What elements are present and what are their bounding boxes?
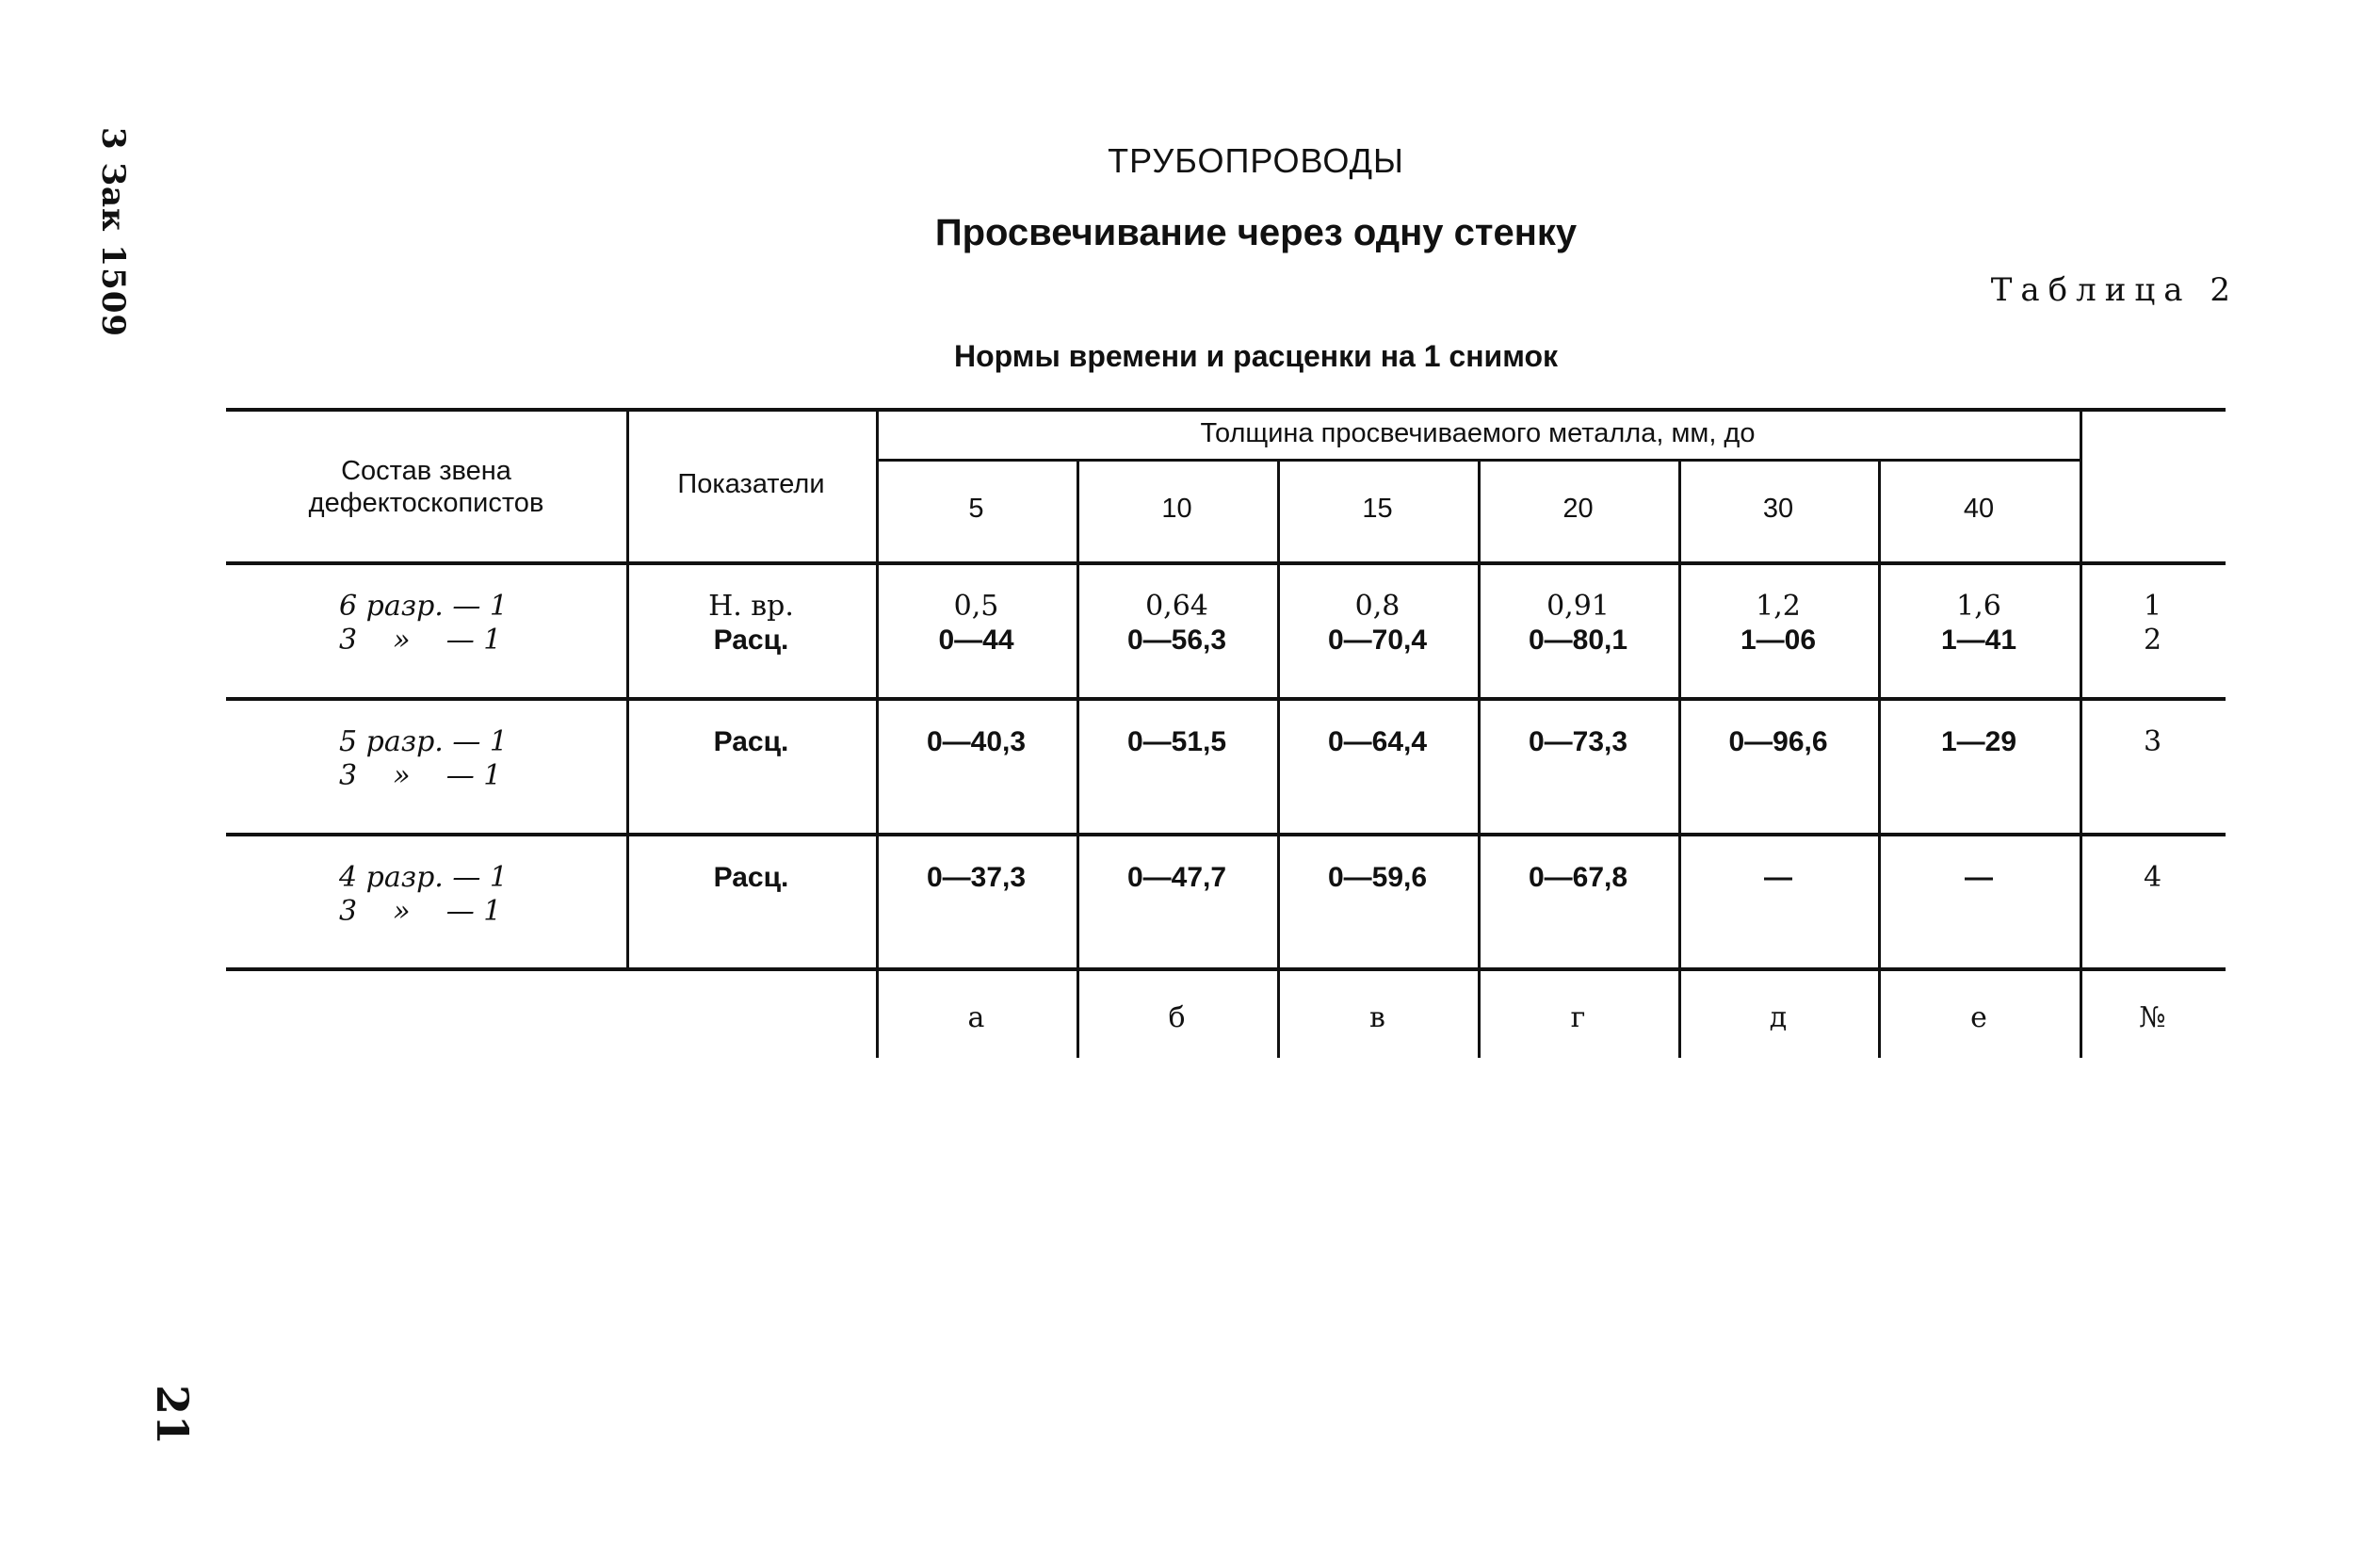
value: 1—29 [1940,726,2017,757]
value-cell [1277,725,1478,759]
value-cell [1077,725,1277,759]
indicator-label: Расц. [713,726,789,757]
table-rule-row2 [226,833,2226,836]
header-composition: Состав звена дефектоскопистов [308,456,544,518]
value-cell [1478,725,1678,759]
header-indicators: Показатели [677,469,825,499]
row-indicators [626,725,876,759]
column-letter: б [1168,1001,1186,1034]
composition-line: 5 разр. — 1 [339,725,508,758]
indicator-label: Расц. [713,625,789,656]
table-caption: Нормы времени и расценки на 1 снимок [953,339,1558,373]
value-cell [1478,861,1678,895]
row-composition [339,590,626,657]
value: 0—64,4 [1327,726,1428,757]
value-cell [1277,590,1478,657]
value-cell [1878,590,2080,657]
row-number [2080,590,2226,657]
value: 0—70,4 [1327,625,1428,656]
table-label: Таблица 2 [1990,271,2239,309]
header-thickness: Толщина просвечиваемого металла, мм, до [1200,418,1756,448]
header-thickness-column: 15 [1362,494,1393,524]
value-cell [1077,861,1277,895]
indicator-label: Н. вр. [708,590,794,623]
value: — [1764,862,1792,893]
value: 0—59,6 [1327,862,1428,893]
value-cell [1878,725,2080,759]
column-letter: д [1769,1001,1788,1034]
value: 0,8 [1354,590,1400,623]
value: 1,6 [1956,590,2001,623]
header-thickness-column: 40 [1963,494,1995,524]
composition-line: 6 разр. — 1 [339,590,508,623]
row-number [2080,725,2226,759]
side-note: 3 Зак 1509 [94,127,132,338]
norms-table [226,408,2226,1058]
header-thickness-column: 20 [1562,494,1594,524]
value: 0—44 [938,625,1014,656]
value: 1—06 [1740,625,1817,656]
row-number-value: 1 [2143,590,2162,623]
composition-line: 3 » — 1 [339,759,502,792]
composition-line: 3 » — 1 [339,895,502,928]
row-composition [339,725,626,793]
row-indicators [626,861,876,895]
value: 0—73,3 [1528,726,1628,757]
column-letter: г [1570,1001,1586,1034]
value-cell [876,590,1077,657]
value: 0—40,3 [926,726,1027,757]
row-number-value: 3 [2143,725,2162,758]
value: 0—67,8 [1528,862,1628,893]
header-thickness-column: 5 [968,494,984,524]
column-letter: е [1970,1001,1987,1034]
header-thickness-column: 30 [1762,494,1794,524]
section-title: ТРУБОПРОВОДЫ [1108,141,1404,180]
value: 0—51,5 [1126,726,1227,757]
value: 0,91 [1546,590,1610,623]
value: 1,2 [1756,590,1801,623]
composition-line: 4 разр. — 1 [339,861,508,894]
value: 0—37,3 [926,862,1027,893]
row-indicators [626,590,876,657]
composition-line: 3 » — 1 [339,624,502,657]
value-cell [876,861,1077,895]
page-number: 21 [147,1385,198,1446]
table-rule-top [226,408,2226,412]
column-letter: в [1369,1001,1385,1034]
value: 0,5 [953,590,999,623]
value: — [1965,862,1993,893]
row-composition [339,861,626,929]
row-number-value: 4 [2143,861,2162,894]
value: 0—47,7 [1126,862,1227,893]
value-cell [1678,861,1878,895]
value: 0—56,3 [1126,625,1227,656]
table-rule-row3 [226,967,2226,971]
page-title: Просвечивание через одну стенку [934,212,1578,253]
value-cell [1277,861,1478,895]
value: 0—96,6 [1728,726,1828,757]
value-cell [876,725,1077,759]
indicator-label: Расц. [713,862,789,893]
table-rule-header-bottom [226,561,2226,565]
value-cell [1077,590,1277,657]
table-rule-row1 [226,697,2226,701]
value-cell [1678,725,1878,759]
row-number [2080,861,2226,895]
value: 1—41 [1940,625,2017,656]
value-cell [1678,590,1878,657]
value: 0—80,1 [1528,625,1628,656]
row-number-value: 2 [2143,624,2162,657]
value-cell [1878,861,2080,895]
value-cell [1478,590,1678,657]
column-letter: а [967,1001,985,1034]
header-thickness-column: 10 [1161,494,1192,524]
column-number-sign: № [2139,1001,2166,1034]
value: 0,64 [1145,590,1208,623]
